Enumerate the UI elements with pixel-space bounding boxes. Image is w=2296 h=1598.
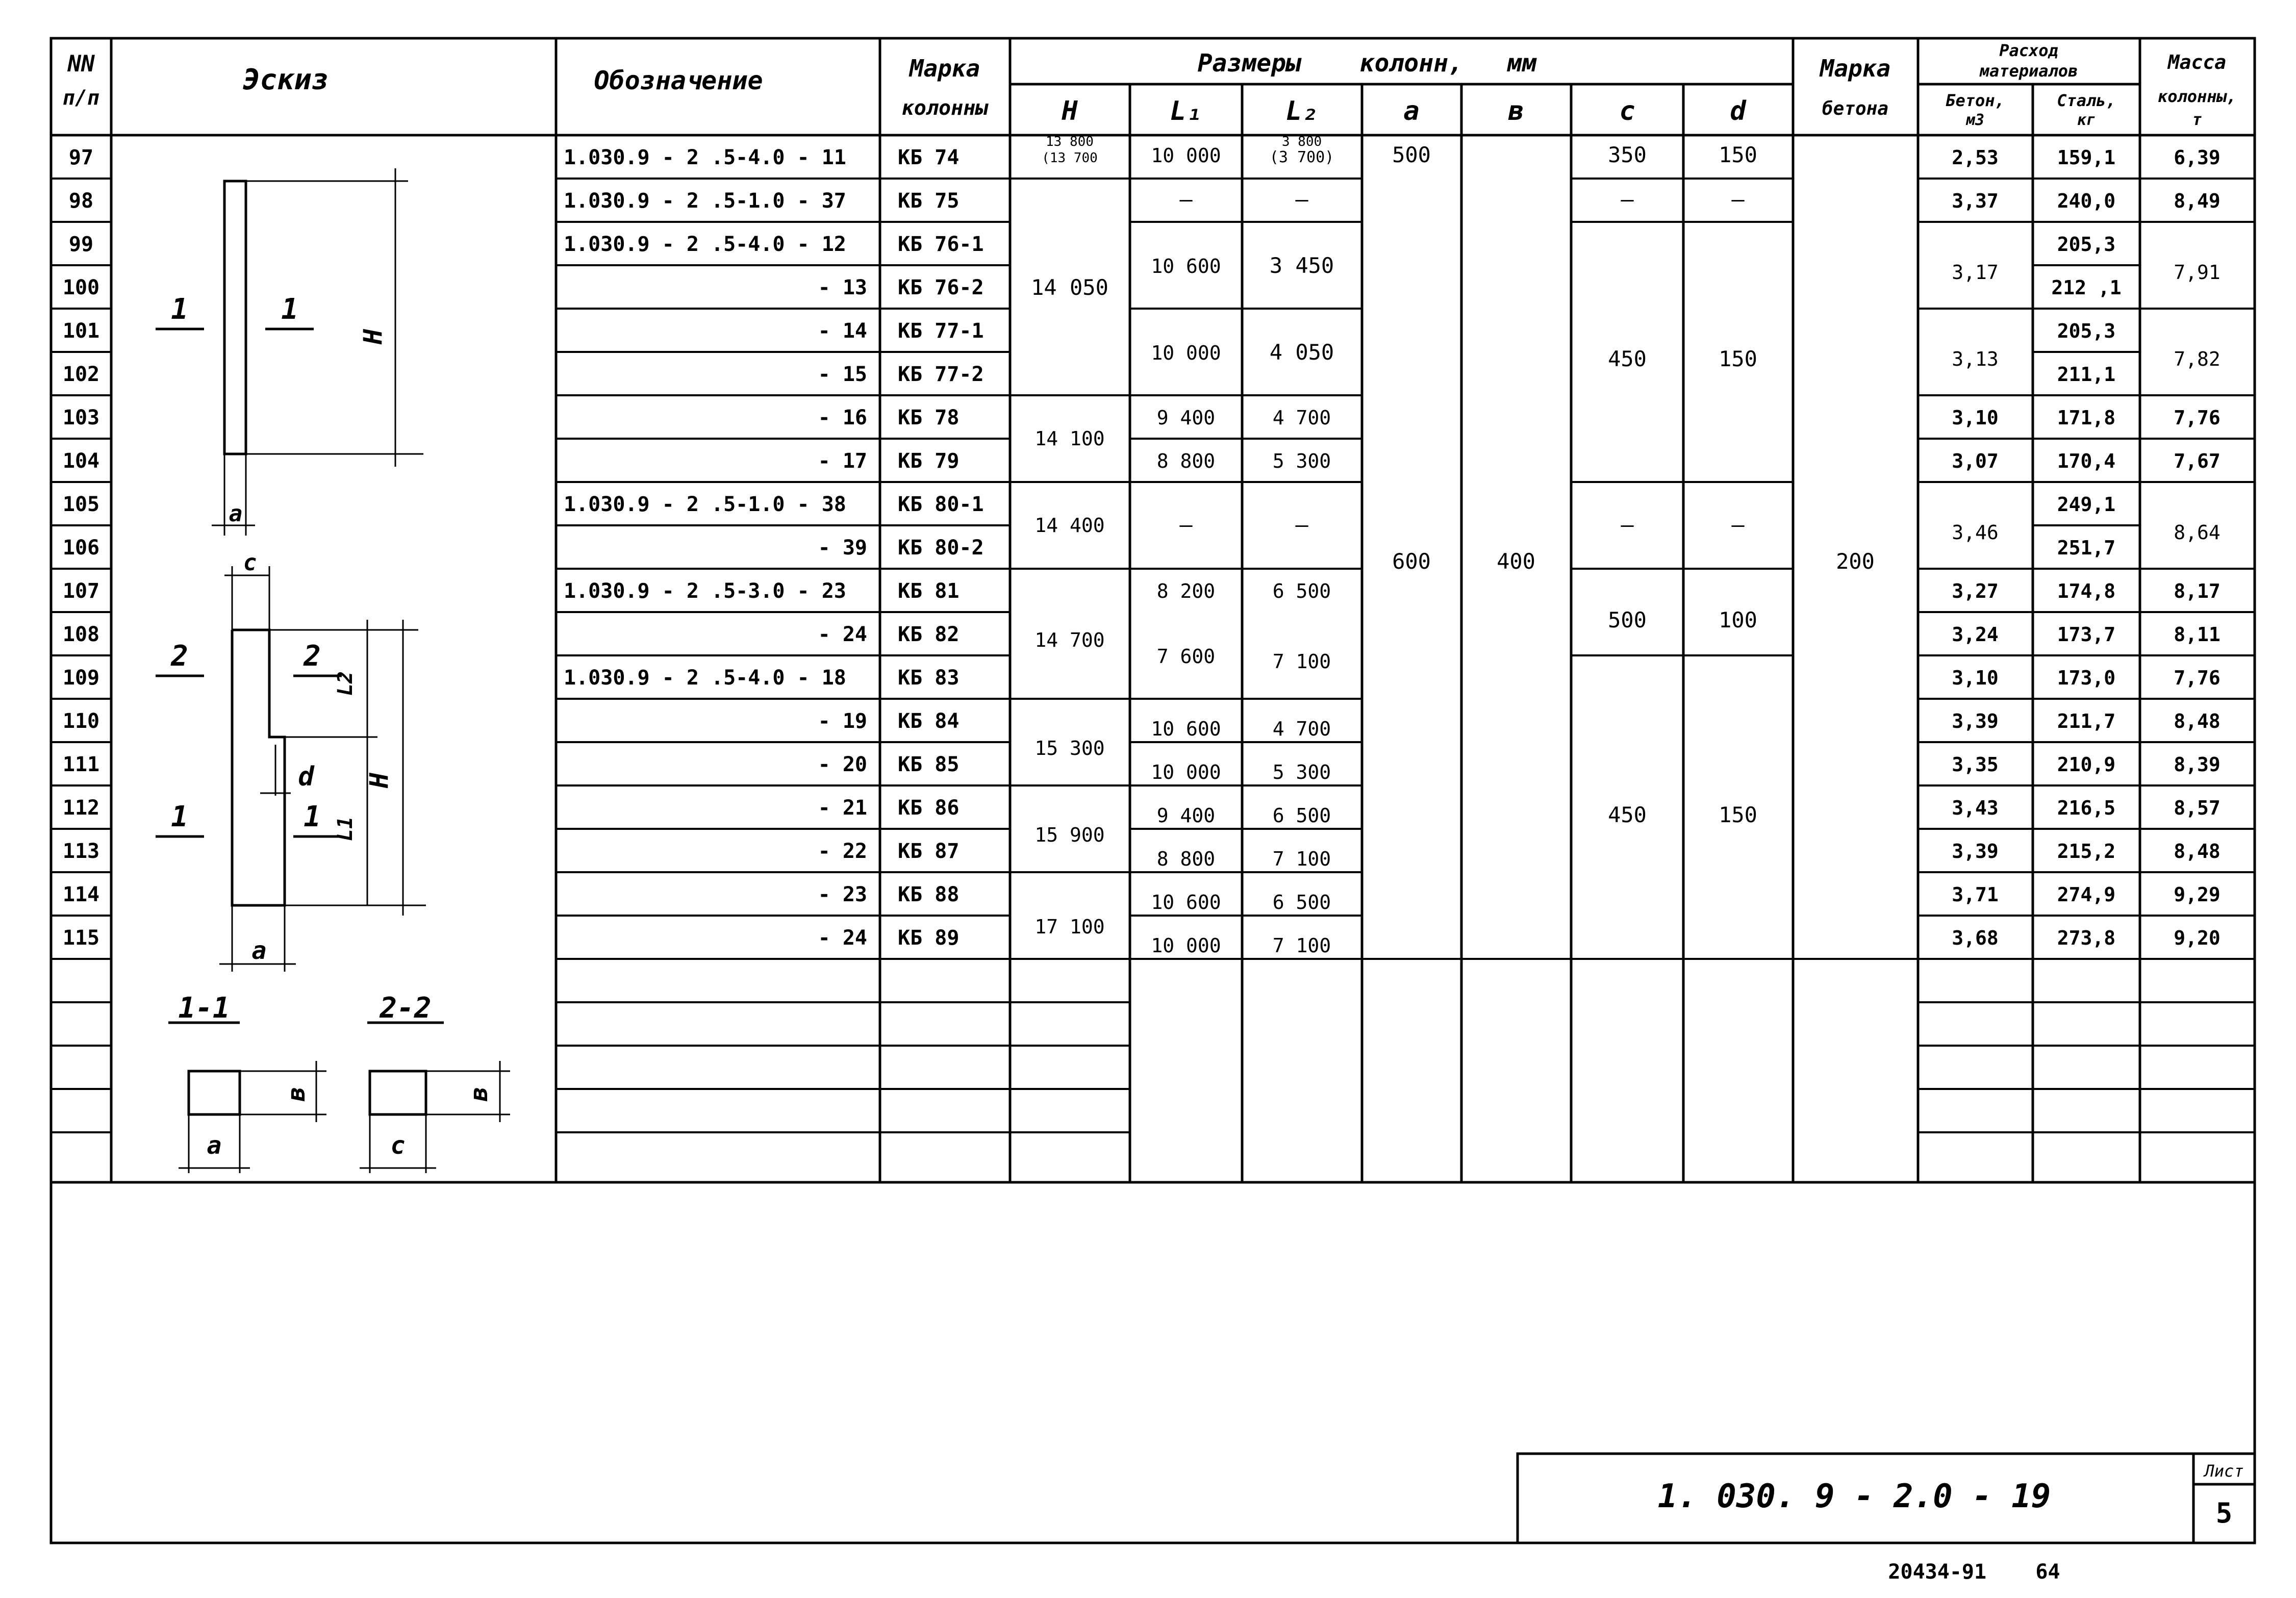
l2-112: 6 500 bbox=[1272, 804, 1331, 827]
sketch-d-label: d bbox=[298, 762, 314, 792]
row-beton: 3,27 bbox=[1952, 580, 1999, 602]
l1-98: — bbox=[1179, 187, 1193, 212]
c-109: 450 bbox=[1608, 802, 1647, 827]
l2-97a: 3 800 bbox=[1281, 134, 1322, 149]
row-number: 106 bbox=[62, 536, 100, 560]
row-mark: КБ 76-1 bbox=[898, 233, 984, 256]
row-mark: КБ 84 bbox=[898, 709, 960, 733]
row-number: 115 bbox=[62, 926, 100, 950]
section-a-label: a bbox=[207, 1131, 222, 1160]
header-mark1: Марка bbox=[909, 55, 980, 82]
row-steel: 249,1 bbox=[2057, 493, 2116, 516]
row-steel: 210,9 bbox=[2057, 753, 2116, 776]
l1-105: — bbox=[1179, 512, 1193, 537]
row-mark: КБ 83 bbox=[898, 666, 960, 690]
sheet-label: Лист bbox=[2204, 1461, 2244, 1481]
header-sketch: Эскиз bbox=[242, 63, 329, 96]
row-mass: 8,11 bbox=[2174, 623, 2221, 646]
l1-115: 10 000 bbox=[1151, 934, 1221, 957]
sketch-a2-label: a bbox=[251, 936, 267, 965]
header-dim-c: c bbox=[1619, 96, 1635, 126]
header-dim-h: H bbox=[1062, 96, 1078, 126]
row-steel: 274,9 bbox=[2057, 883, 2116, 906]
concrete-grade: 200 bbox=[1836, 549, 1875, 574]
sketch-cut-3b: 1 bbox=[304, 800, 321, 833]
column-elevation-2 bbox=[232, 630, 285, 905]
l1-104: 8 800 bbox=[1156, 450, 1216, 472]
row-mass: 8,48 bbox=[2174, 840, 2221, 863]
header-concrete2: бетона bbox=[1822, 98, 1889, 119]
beton-105: 3,46 bbox=[1952, 521, 1999, 544]
row-designation: 1.030.9 - 2 .5-1.0 - 37 bbox=[564, 189, 846, 213]
row-designation: - 16 bbox=[818, 406, 867, 429]
row-mass: 7,76 bbox=[2174, 407, 2221, 429]
row-steel: 251,7 bbox=[2057, 537, 2116, 559]
row-number: 99 bbox=[68, 233, 94, 256]
section-1-1 bbox=[189, 1071, 240, 1114]
header-dim-d: d bbox=[1730, 96, 1746, 126]
row-designation: - 15 bbox=[818, 363, 867, 386]
row-steel: 216,5 bbox=[2057, 797, 2116, 819]
l1-108: 7 600 bbox=[1156, 645, 1216, 668]
header-num: NN bbox=[67, 51, 95, 77]
c-107: 500 bbox=[1608, 607, 1647, 632]
row-beton: 3,07 bbox=[1952, 450, 1999, 472]
row-steel: 205,3 bbox=[2057, 233, 2116, 256]
row-number: 104 bbox=[62, 449, 100, 473]
row-steel: 173,0 bbox=[2057, 667, 2116, 689]
row-steel: 171,8 bbox=[2057, 407, 2116, 429]
l1-99: 10 600 bbox=[1151, 255, 1221, 277]
header-mass1: Масса bbox=[2167, 51, 2227, 73]
sketch-drawings bbox=[156, 168, 510, 1173]
row-mark: КБ 82 bbox=[898, 623, 960, 646]
a-main: 600 bbox=[1392, 549, 1431, 574]
l1-111: 10 000 bbox=[1151, 761, 1221, 783]
row-steel: 205,3 bbox=[2057, 320, 2116, 342]
row-mass: 6,39 bbox=[2174, 146, 2221, 169]
sketch-c-label: c bbox=[243, 550, 257, 576]
l1-103: 9 400 bbox=[1156, 407, 1216, 429]
sheet-number: 5 bbox=[2215, 1497, 2233, 1529]
row-mark: КБ 87 bbox=[898, 840, 960, 863]
header-concrete1: Марка bbox=[1820, 55, 1891, 82]
row-designation: 1.030.9 - 2 .5-4.0 - 12 bbox=[564, 233, 846, 256]
row-mark: КБ 88 bbox=[898, 883, 960, 906]
header-dim-b: в bbox=[1508, 96, 1524, 126]
l2-108: 7 100 bbox=[1272, 650, 1331, 673]
l2-103: 4 700 bbox=[1272, 407, 1331, 429]
row-designation: - 21 bbox=[818, 796, 867, 820]
section-b1-label: в bbox=[282, 1086, 311, 1102]
section-2-2-label: 2-2 bbox=[380, 992, 432, 1025]
c-97: 350 bbox=[1608, 142, 1647, 167]
sketch-cut-2a: 2 bbox=[171, 640, 188, 673]
row-mark: КБ 89 bbox=[898, 926, 960, 950]
l2-105: — bbox=[1295, 512, 1308, 537]
header-beton2: м3 bbox=[1965, 111, 1985, 129]
row-number: 105 bbox=[62, 493, 100, 516]
row-beton: 3,35 bbox=[1952, 753, 1999, 776]
l2-114: 6 500 bbox=[1272, 891, 1331, 914]
row-steel: 212 ,1 bbox=[2051, 276, 2122, 299]
row-mark: КБ 75 bbox=[898, 189, 960, 213]
sketch-l2-label: L2 bbox=[334, 671, 357, 696]
l2-111: 5 300 bbox=[1272, 761, 1331, 783]
d-109: 150 bbox=[1719, 802, 1757, 827]
row-mass: 7,76 bbox=[2174, 667, 2221, 689]
l2-107: 6 500 bbox=[1272, 580, 1331, 602]
l2-115: 7 100 bbox=[1272, 934, 1331, 957]
header-usage1: Расход bbox=[1999, 41, 2058, 60]
row-number: 98 bbox=[68, 189, 94, 213]
l1-112: 9 400 bbox=[1156, 804, 1216, 827]
l2-110: 4 700 bbox=[1272, 718, 1331, 740]
row-beton: 2,53 bbox=[1952, 146, 1999, 169]
l1-97: 10 000 bbox=[1151, 144, 1221, 167]
h-110: 15 300 bbox=[1035, 737, 1105, 759]
row-designation: 1.030.9 - 2 .5-1.0 - 38 bbox=[564, 493, 846, 516]
d-105: — bbox=[1731, 512, 1745, 537]
section-b2-label: в bbox=[465, 1086, 493, 1102]
row-mass: 8,49 bbox=[2174, 190, 2221, 212]
sketch-a-label: a bbox=[229, 501, 243, 527]
row-number: 101 bbox=[62, 319, 100, 343]
b-main: 400 bbox=[1497, 549, 1535, 574]
row-mark: КБ 79 bbox=[898, 449, 960, 473]
row-steel: 173,7 bbox=[2057, 623, 2116, 646]
row-steel: 174,8 bbox=[2057, 580, 2116, 602]
l2-104: 5 300 bbox=[1272, 450, 1331, 472]
l1-107: 8 200 bbox=[1156, 580, 1216, 602]
row-beton: 3,24 bbox=[1952, 623, 1999, 646]
row-beton: 3,71 bbox=[1952, 883, 1999, 906]
row-number: 100 bbox=[62, 276, 100, 299]
row-number: 97 bbox=[68, 146, 94, 169]
row-mark: КБ 80-2 bbox=[898, 536, 984, 560]
column-elevation-1 bbox=[224, 181, 246, 454]
row-mass: 8,39 bbox=[2174, 753, 2221, 776]
h-103: 14 100 bbox=[1035, 427, 1105, 450]
l2-97b: (3 700) bbox=[1269, 148, 1334, 166]
row-steel: 159,1 bbox=[2057, 146, 2116, 169]
d-107: 100 bbox=[1719, 607, 1757, 632]
l2-113: 7 100 bbox=[1272, 848, 1331, 870]
row-designation: 1.030.9 - 2 .5-4.0 - 11 bbox=[564, 146, 846, 169]
drawing-code: 1. 030. 9 - 2.0 - 19 bbox=[1657, 1478, 2051, 1515]
h-99: 14 050 bbox=[1031, 275, 1108, 300]
h-97a: 13 800 bbox=[1046, 134, 1094, 149]
header-steel1: Сталь, bbox=[2057, 91, 2116, 110]
h-112: 15 900 bbox=[1035, 824, 1105, 846]
d-99: 150 bbox=[1719, 346, 1757, 371]
header-usage2: материалов bbox=[1979, 61, 2078, 81]
header-beton1: Бетон, bbox=[1946, 91, 2005, 110]
header-designation: Обозначение bbox=[594, 66, 763, 95]
row-designation: - 13 bbox=[818, 276, 867, 299]
row-mark: КБ 86 bbox=[898, 796, 960, 820]
h-114: 17 100 bbox=[1035, 916, 1105, 938]
header-num2: п/п bbox=[62, 86, 100, 110]
row-number: 110 bbox=[62, 709, 100, 733]
l2-98: — bbox=[1295, 187, 1308, 212]
row-beton: 3,37 bbox=[1952, 190, 1999, 212]
l1-113: 8 800 bbox=[1156, 848, 1216, 870]
header-dim-l1: L₁ bbox=[1170, 96, 1202, 126]
row-beton: 3,39 bbox=[1952, 710, 1999, 732]
row-mass: 7,67 bbox=[2174, 450, 2221, 472]
mass-99: 7,91 bbox=[2174, 261, 2221, 284]
title-block bbox=[1658, 1461, 2244, 1584]
row-number: 108 bbox=[62, 623, 100, 646]
section-c-label: c bbox=[390, 1131, 406, 1160]
row-beton: 3,39 bbox=[1952, 840, 1999, 863]
row-mass: 8,48 bbox=[2174, 710, 2221, 732]
h-107: 14 700 bbox=[1035, 629, 1105, 651]
row-steel: 240,0 bbox=[2057, 190, 2116, 212]
row-number: 113 bbox=[62, 840, 100, 863]
row-designation: - 19 bbox=[818, 709, 867, 733]
row-designation: - 17 bbox=[818, 449, 867, 473]
sketch-cut-3a: 1 bbox=[171, 800, 188, 833]
sketch-cut-2b: 2 bbox=[304, 640, 321, 673]
row-mark: КБ 80-1 bbox=[898, 493, 984, 516]
row-mark: КБ 78 bbox=[898, 406, 960, 429]
sketch-cut-1a: 1 bbox=[171, 293, 188, 326]
footer-number: 20434-91 64 bbox=[1888, 1560, 2060, 1584]
row-number: 112 bbox=[62, 796, 100, 820]
d-98: — bbox=[1731, 187, 1745, 212]
row-designation: - 24 bbox=[818, 926, 867, 950]
row-mark: КБ 76-2 bbox=[898, 276, 984, 299]
header-mark2: колонны bbox=[901, 96, 988, 120]
header-dim-l2: L₂ bbox=[1285, 96, 1318, 126]
l2-99: 3 450 bbox=[1269, 253, 1334, 278]
header-dims-group: Размеры колонн, мм bbox=[1197, 49, 1537, 78]
header-dim-a: a bbox=[1403, 96, 1420, 126]
row-lines bbox=[51, 179, 2255, 1132]
row-mass: 8,17 bbox=[2174, 580, 2221, 602]
row-designation: - 23 bbox=[818, 883, 867, 906]
l2-101: 4 050 bbox=[1269, 340, 1334, 365]
row-number: 103 bbox=[62, 406, 100, 429]
row-steel: 170,4 bbox=[2057, 450, 2116, 472]
row-designation: - 22 bbox=[818, 840, 867, 863]
row-mark: КБ 85 bbox=[898, 753, 960, 776]
section-2-2 bbox=[370, 1071, 426, 1114]
c-105: — bbox=[1621, 512, 1634, 537]
mass-101: 7,82 bbox=[2174, 348, 2221, 370]
row-mass: 8,57 bbox=[2174, 797, 2221, 819]
section-1-1-label: 1-1 bbox=[178, 992, 230, 1025]
row-number: 102 bbox=[62, 363, 100, 386]
row-number: 111 bbox=[62, 753, 100, 776]
sketch-l1-label: L1 bbox=[334, 816, 357, 842]
beton-101: 3,13 bbox=[1952, 348, 1999, 370]
l1-110: 10 600 bbox=[1151, 718, 1221, 740]
row-designation: 1.030.9 - 2 .5-4.0 - 18 bbox=[564, 666, 846, 690]
h-97b: (13 700 bbox=[1042, 150, 1098, 166]
header-steel2: кг bbox=[2077, 111, 2096, 129]
beton-99: 3,17 bbox=[1952, 261, 1999, 284]
row-designation: - 14 bbox=[818, 319, 867, 343]
mass-105: 8,64 bbox=[2174, 521, 2221, 544]
row-number: 114 bbox=[62, 883, 100, 906]
row-mark: КБ 74 bbox=[898, 146, 960, 169]
row-designation: - 39 bbox=[818, 536, 867, 560]
row-beton: 3,43 bbox=[1952, 797, 1999, 819]
row-steel: 211,7 bbox=[2057, 710, 2116, 732]
l1-114: 10 600 bbox=[1151, 891, 1221, 914]
row-steel: 211,1 bbox=[2057, 363, 2116, 386]
row-beton: 3,68 bbox=[1952, 927, 1999, 949]
row-steel: 273,8 bbox=[2057, 927, 2116, 949]
c-99: 450 bbox=[1608, 346, 1647, 371]
sketch-h-label: H bbox=[358, 328, 388, 345]
row-designation: - 24 bbox=[818, 623, 867, 646]
row-beton: 3,10 bbox=[1952, 667, 1999, 689]
row-designation: 1.030.9 - 2 .5-3.0 - 23 bbox=[564, 579, 846, 603]
header-mass2: колонны, bbox=[2157, 87, 2237, 106]
row-mass: 9,29 bbox=[2174, 883, 2221, 906]
merged-cells bbox=[1031, 134, 2221, 957]
c-98: — bbox=[1621, 187, 1634, 212]
row-designation: - 20 bbox=[818, 753, 867, 776]
row-steel: 215,2 bbox=[2057, 840, 2116, 863]
row-beton: 3,10 bbox=[1952, 407, 1999, 429]
row-mass: 9,20 bbox=[2174, 927, 2221, 949]
l1-101: 10 000 bbox=[1151, 342, 1221, 364]
header-mass3: т bbox=[2192, 110, 2202, 129]
row-number: 109 bbox=[62, 666, 100, 690]
sketch-h2-label: H bbox=[364, 772, 394, 789]
row-mark: КБ 77-1 bbox=[898, 319, 984, 343]
row-number: 107 bbox=[62, 579, 100, 603]
d-97: 150 bbox=[1719, 142, 1757, 167]
a-97: 500 bbox=[1392, 142, 1431, 167]
row-mark: КБ 81 bbox=[898, 579, 960, 603]
row-mark: КБ 77-2 bbox=[898, 363, 984, 386]
h-105: 14 400 bbox=[1035, 514, 1105, 537]
sketch-cut-1b: 1 bbox=[281, 293, 298, 326]
